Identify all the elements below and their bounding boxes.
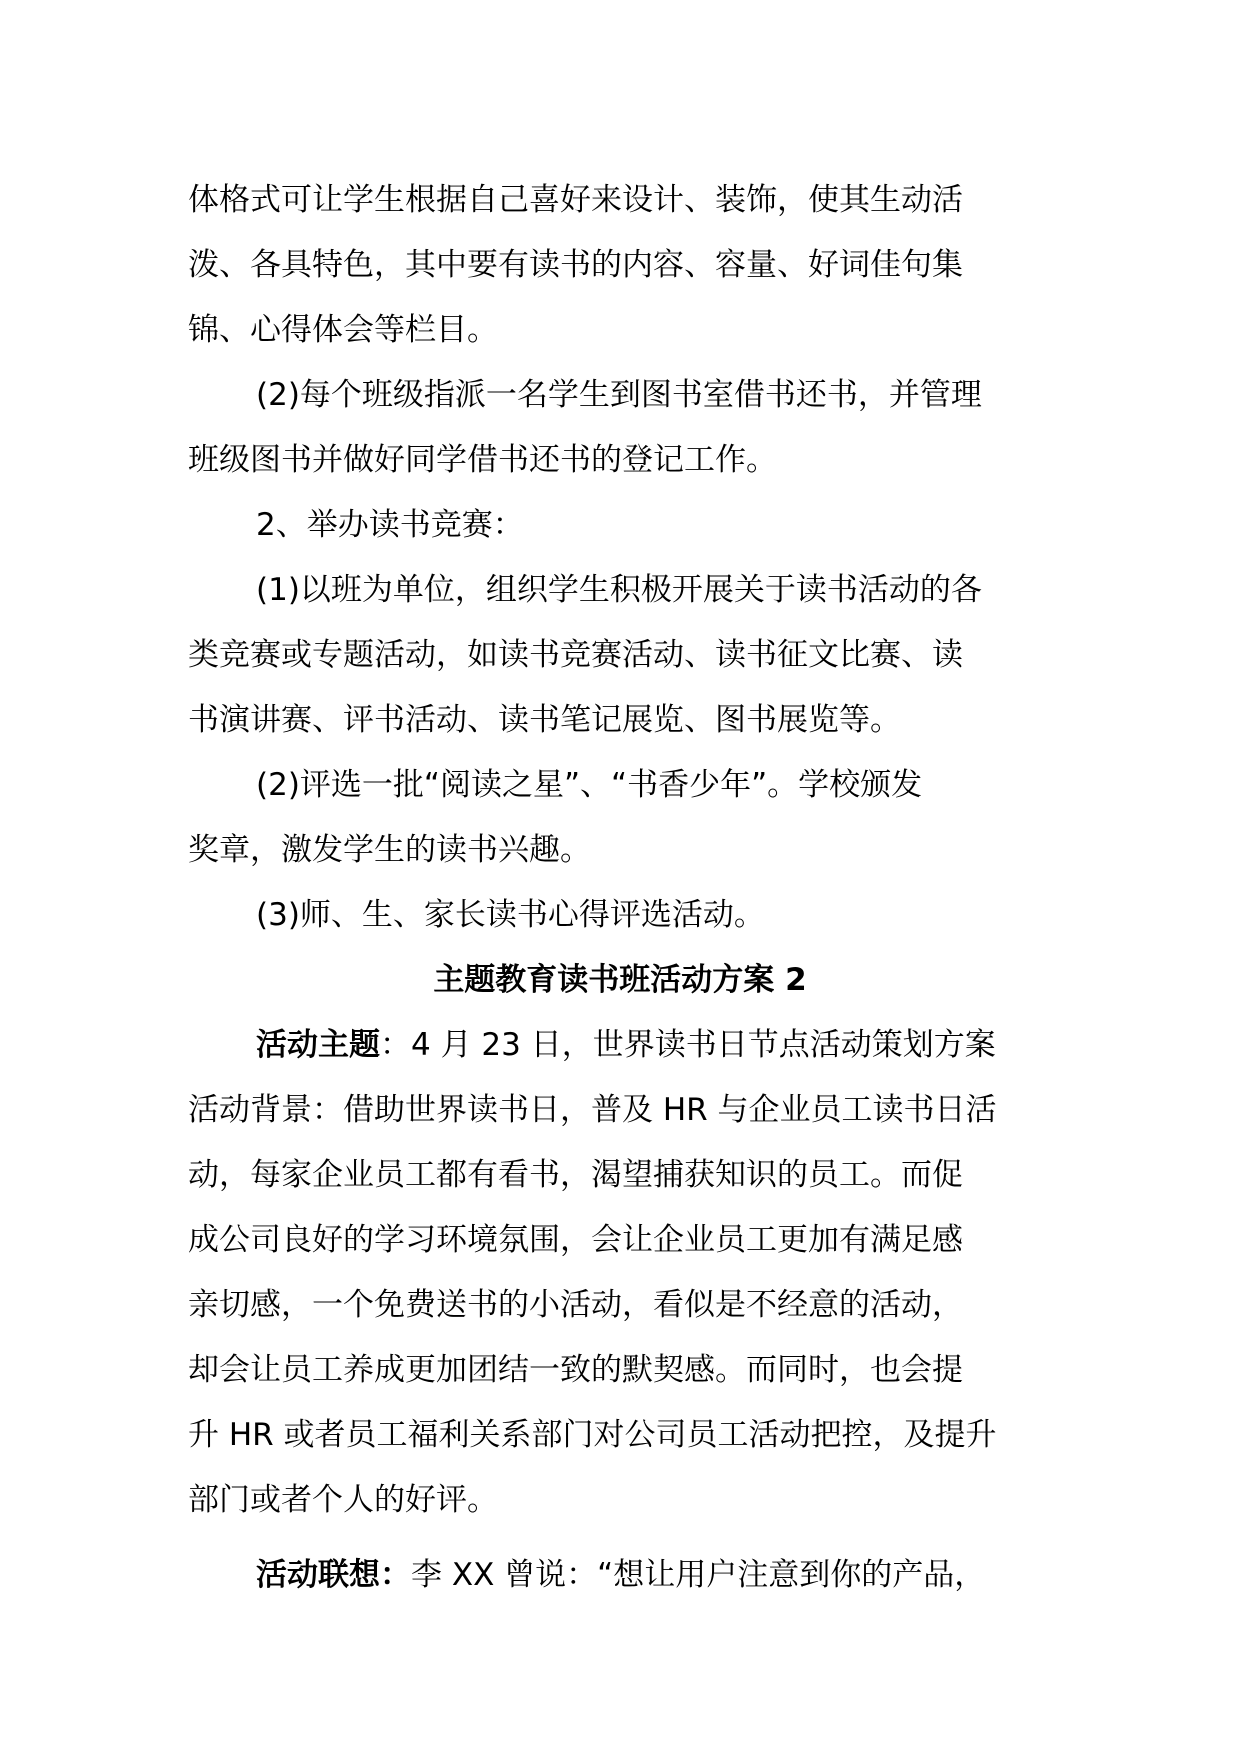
section-heading: 主题教育读书班活动方案 2 bbox=[433, 962, 807, 998]
association-label: 活动联想： bbox=[256, 1557, 411, 1593]
background-line: 升 HR 或者员工福利关系部门对公司员工活动把控，及提升 bbox=[188, 1417, 997, 1453]
background-line: 部门或者个人的好评。 bbox=[188, 1482, 498, 1518]
paragraph-line: 锦、心得体会等栏目。 bbox=[188, 312, 498, 348]
background-line: 成公司良好的学习环境氛围，会让企业员工更加有满足感 bbox=[188, 1222, 963, 1258]
paragraph-line: 班级图书并做好同学借书还书的登记工作。 bbox=[188, 442, 777, 478]
association-text: 李 XX 曾说：“想让用户注意到你的产品， bbox=[411, 1557, 986, 1593]
document-body bbox=[188, 168, 1052, 1608]
paragraph-line: 泼、各具特色，其中要有读书的内容、容量、好词佳句集 bbox=[188, 247, 963, 283]
background-line: 动，每家企业员工都有看书，渴望捕获知识的员工。而促 bbox=[188, 1157, 963, 1193]
theme-label: 活动主题 bbox=[256, 1027, 380, 1063]
paragraph-gap bbox=[188, 1533, 1052, 1543]
paragraph-line: 奖章，激发学生的读书兴趣。 bbox=[188, 832, 591, 868]
paragraph-line: (2)评选一批“阅读之星”、“书香少年”。学校颁发 bbox=[256, 767, 923, 803]
association-line bbox=[188, 1543, 1052, 1608]
paragraph-line: 类竞赛或专题活动，如读书竞赛活动、读书征文比赛、读 bbox=[188, 637, 963, 673]
paragraph-line: (3)师、生、家长读书心得评选活动。 bbox=[256, 897, 765, 933]
theme-text: ：4 月 23 日，世界读书日节点活动策划方案 bbox=[380, 1027, 996, 1063]
background-line: 活动背景：借助世界读书日，普及 HR 与企业员工读书日活 bbox=[188, 1092, 997, 1128]
paragraph-line: 书演讲赛、评书活动、读书笔记展览、图书展览等。 bbox=[188, 702, 901, 738]
section-subheading: 2、举办读书竞赛： bbox=[256, 507, 524, 543]
paragraph-line: (1)以班为单位，组织学生积极开展关于读书活动的各 bbox=[256, 572, 982, 608]
background-line: 亲切感，一个免费送书的小活动，看似是不经意的活动， bbox=[188, 1287, 963, 1323]
paragraph-line: 体格式可让学生根据自己喜好来设计、装饰，使其生动活 bbox=[188, 182, 963, 218]
paragraph-line: (2)每个班级指派一名学生到图书室借书还书，并管理 bbox=[256, 377, 982, 413]
background-line: 却会让员工养成更加团结一致的默契感。而同时，也会提 bbox=[188, 1352, 963, 1388]
theme-line bbox=[188, 1013, 1052, 1078]
